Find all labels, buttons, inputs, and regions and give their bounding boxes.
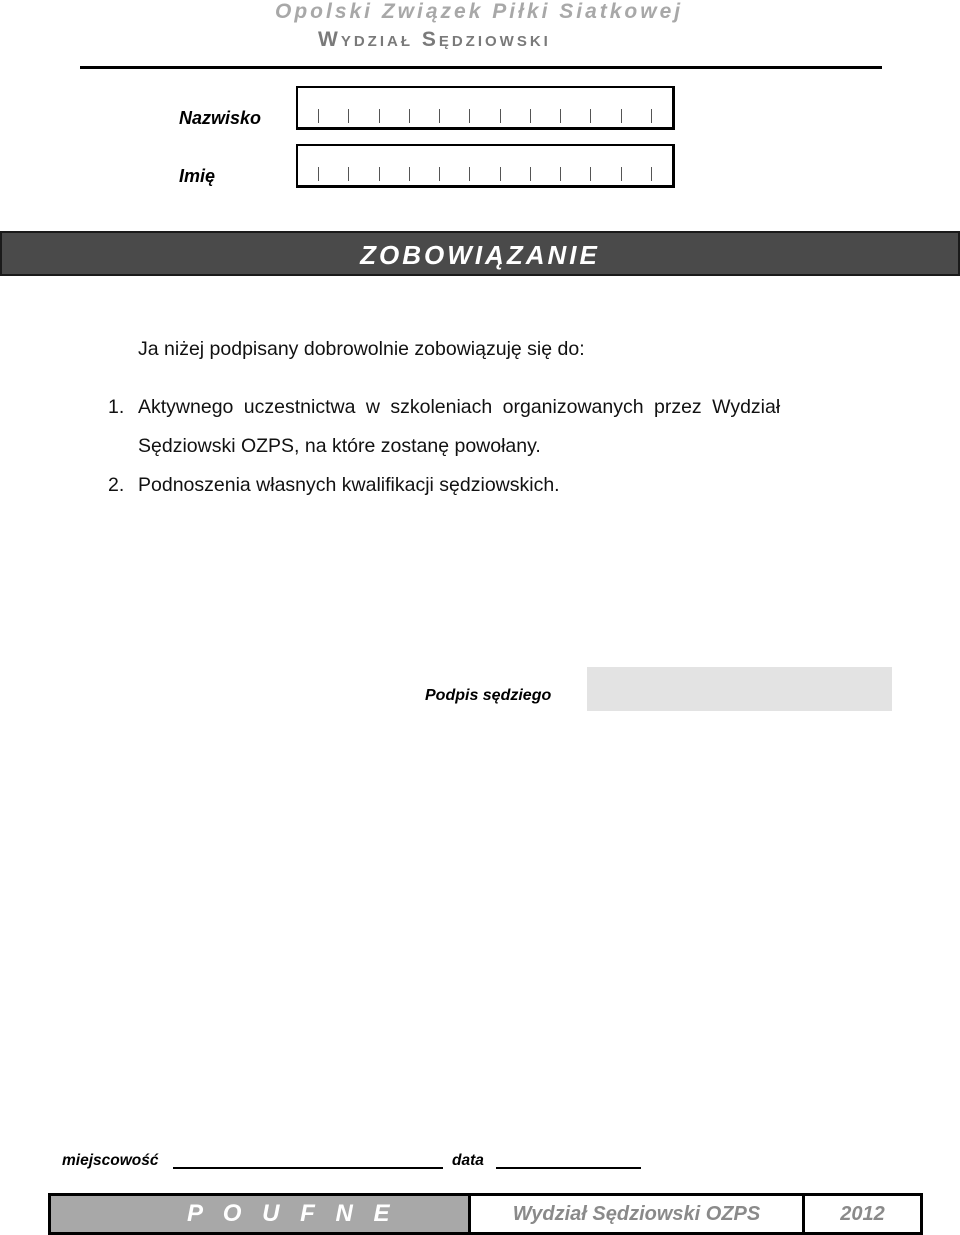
department-title: Wydział Sędziowski bbox=[318, 28, 551, 51]
document-title: ZOBOWIĄZANIE bbox=[360, 240, 600, 270]
first-name-character-grid bbox=[318, 167, 652, 181]
date-field[interactable] bbox=[496, 1167, 641, 1169]
item-2-line-1: Podnoszenia własnych kwalifikacji sędziowskich. bbox=[138, 474, 560, 496]
place-field[interactable] bbox=[173, 1167, 443, 1169]
item-1-number: 1. bbox=[108, 396, 125, 418]
surname-character-grid bbox=[318, 109, 652, 123]
place-label: miejscowość bbox=[62, 1152, 159, 1169]
signature-label: Podpis sędziego bbox=[425, 687, 552, 704]
footer-year-cell bbox=[805, 1196, 920, 1232]
footer-year-label: 2012 bbox=[840, 1202, 885, 1225]
footer-department-cell bbox=[471, 1196, 805, 1232]
footer-confidential-cell bbox=[51, 1196, 471, 1232]
surname-label: Nazwisko bbox=[179, 108, 262, 128]
date-label: data bbox=[452, 1152, 484, 1169]
item-1-line-1: Aktywnego uczestnictwa w szkoleniach organizowanych przez Wydział bbox=[138, 396, 781, 418]
title-banner bbox=[0, 231, 960, 276]
confidential-label: P O U F N E bbox=[187, 1200, 397, 1227]
item-2-number: 2. bbox=[108, 474, 125, 496]
header-divider bbox=[80, 66, 882, 69]
signature-field[interactable] bbox=[587, 667, 892, 711]
surname-field[interactable] bbox=[296, 86, 675, 130]
intro-text: Ja niżej podpisany dobrowolnie zobowiązuję się do: bbox=[138, 338, 585, 360]
footer-bar bbox=[48, 1193, 923, 1235]
organization-title: Opolski Związek Piłki Siatkowej bbox=[275, 0, 684, 23]
first-name-field[interactable] bbox=[296, 144, 675, 188]
item-1-line-2: Sędziowski OZPS, na które zostanę powołany. bbox=[138, 435, 541, 457]
footer-department-label: Wydział Sędziowski OZPS bbox=[512, 1202, 761, 1225]
first-name-label: Imię bbox=[179, 166, 216, 186]
